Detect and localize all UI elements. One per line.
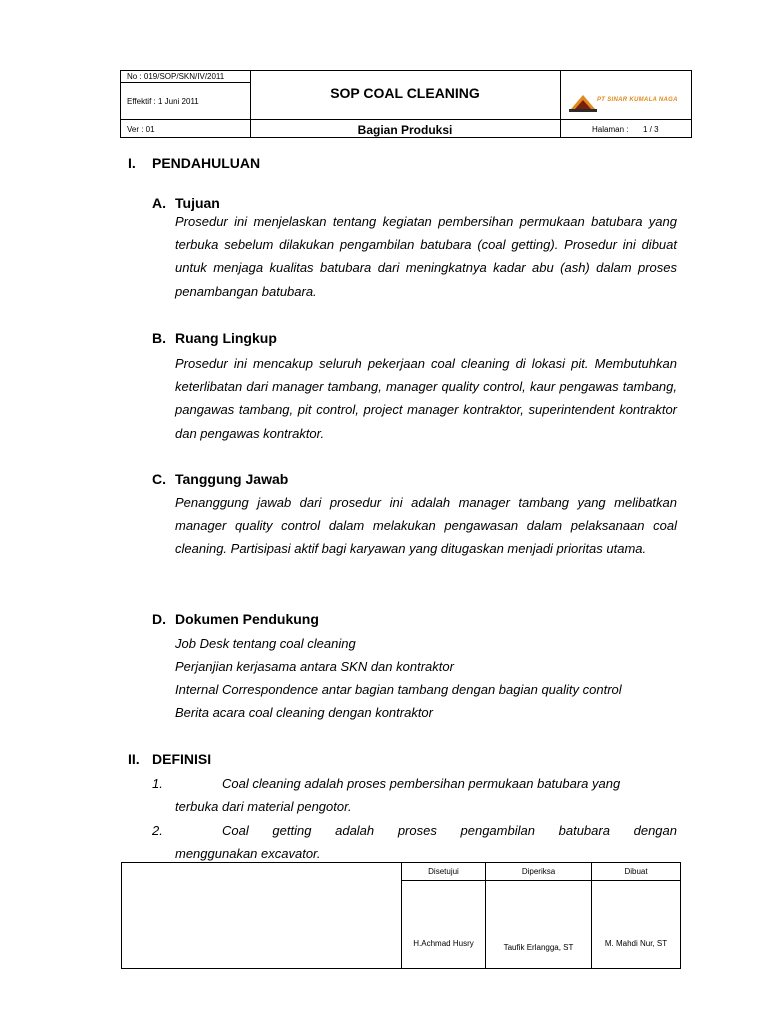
paragraph-ruang-lingkup: Prosedur ini mencakup seluruh pekerjaan coal cleaning di lokasi pit. Membutuhkan keterlibatan dari manager tambang, manager quality control, kaur pengawas tambang, pangawas tambang, pit control, project manager kontraktor, superintendent kontraktor dan pengawas kontraktor. (175, 356, 677, 441)
divider (591, 863, 592, 968)
definition-text: Coal cleaning adalah proses pembersihan permukaan batubara yang (222, 776, 621, 791)
section-title: DEFINISI (152, 751, 212, 767)
version: Ver : 01 (127, 125, 155, 134)
subsection-letter: C. (152, 471, 166, 487)
paragraph-tanggung-jawab: Penanggung jawab dari prosedur ini adalah manager tambang yang melibatkan manager quality control dalam melakukan pengawasan dalam pelaksanaan coal cleaning. Partisipasi aktif bagi karyawan yang ditugaskan menjadi prioritas utama. (175, 495, 677, 557)
section-number: II. (128, 751, 140, 767)
subsection-letter: A. (152, 195, 166, 211)
signature-table (121, 862, 681, 969)
list-item: Berita acara coal cleaning dengan kontraktor (175, 705, 433, 720)
section-title: PENDAHULUAN (152, 155, 261, 171)
subsection-title: Ruang Lingkup (175, 330, 277, 346)
document-title: SOP COAL CLEANING (330, 85, 480, 101)
effective-date: Effektif : 1 Juni 2011 (127, 97, 199, 106)
list-item: Internal Correspondence antar bagian tambang dengan bagian quality control (175, 682, 622, 697)
definition-number: 1. (152, 776, 163, 791)
divider (121, 82, 250, 83)
subsection-title: Dokumen Pendukung (175, 611, 319, 627)
paragraph-tujuan: Prosedur ini menjelaskan tentang kegiatan pembersihan permukaan batubara yang terbuka sebelum dilakukan pengambilan batubara (coal getting). Prosedur ini dibuat untuk menjaga kualitas batubara dari meningkatnya kadar abu (ash) dalam proses penambangan batubara. (175, 214, 677, 299)
checker-name: Taufik Erlangga, ST (503, 943, 574, 952)
list-item: Job Desk tentang coal cleaning (175, 636, 356, 651)
made-label: Dibuat (624, 867, 648, 876)
list-item: Perjanjian kerjasama antara SKN dan kontraktor (175, 659, 454, 674)
doc-number: No : 019/SOP/SKN/IV/2011 (127, 72, 225, 81)
header-table (120, 70, 692, 138)
page-label: Halaman : (592, 125, 629, 134)
checked-label: Diperiksa (521, 867, 556, 876)
logo-text: PT SINAR KUMALA NAGA (597, 97, 678, 103)
maker-name: M. Mahdi Nur, ST (604, 939, 668, 948)
page-number: 1 / 3 (643, 125, 659, 134)
subsection-letter: D. (152, 611, 166, 627)
definition-text-continued: menggunakan excavator. (175, 846, 321, 861)
divider (121, 119, 691, 120)
approved-label: Disetujui (428, 867, 459, 876)
subsection-title: Tujuan (175, 195, 220, 211)
definition-text-continued: terbuka dari material pengotor. (175, 799, 352, 814)
subsection-letter: B. (152, 330, 166, 346)
company-logo (569, 91, 679, 117)
logo-mark-icon (569, 91, 597, 113)
definition-number: 2. (152, 823, 163, 838)
section-number: I. (128, 155, 136, 171)
subsection-title: Tanggung Jawab (175, 471, 289, 487)
divider (560, 71, 561, 137)
divider (401, 863, 402, 968)
approver-name: H.Achmad Husry (413, 939, 474, 948)
definition-text: Coal getting adalah proses pengambilan batubara dengan (222, 823, 677, 838)
divider (401, 880, 680, 881)
department: Bagian Produksi (357, 123, 453, 137)
divider (485, 863, 486, 968)
